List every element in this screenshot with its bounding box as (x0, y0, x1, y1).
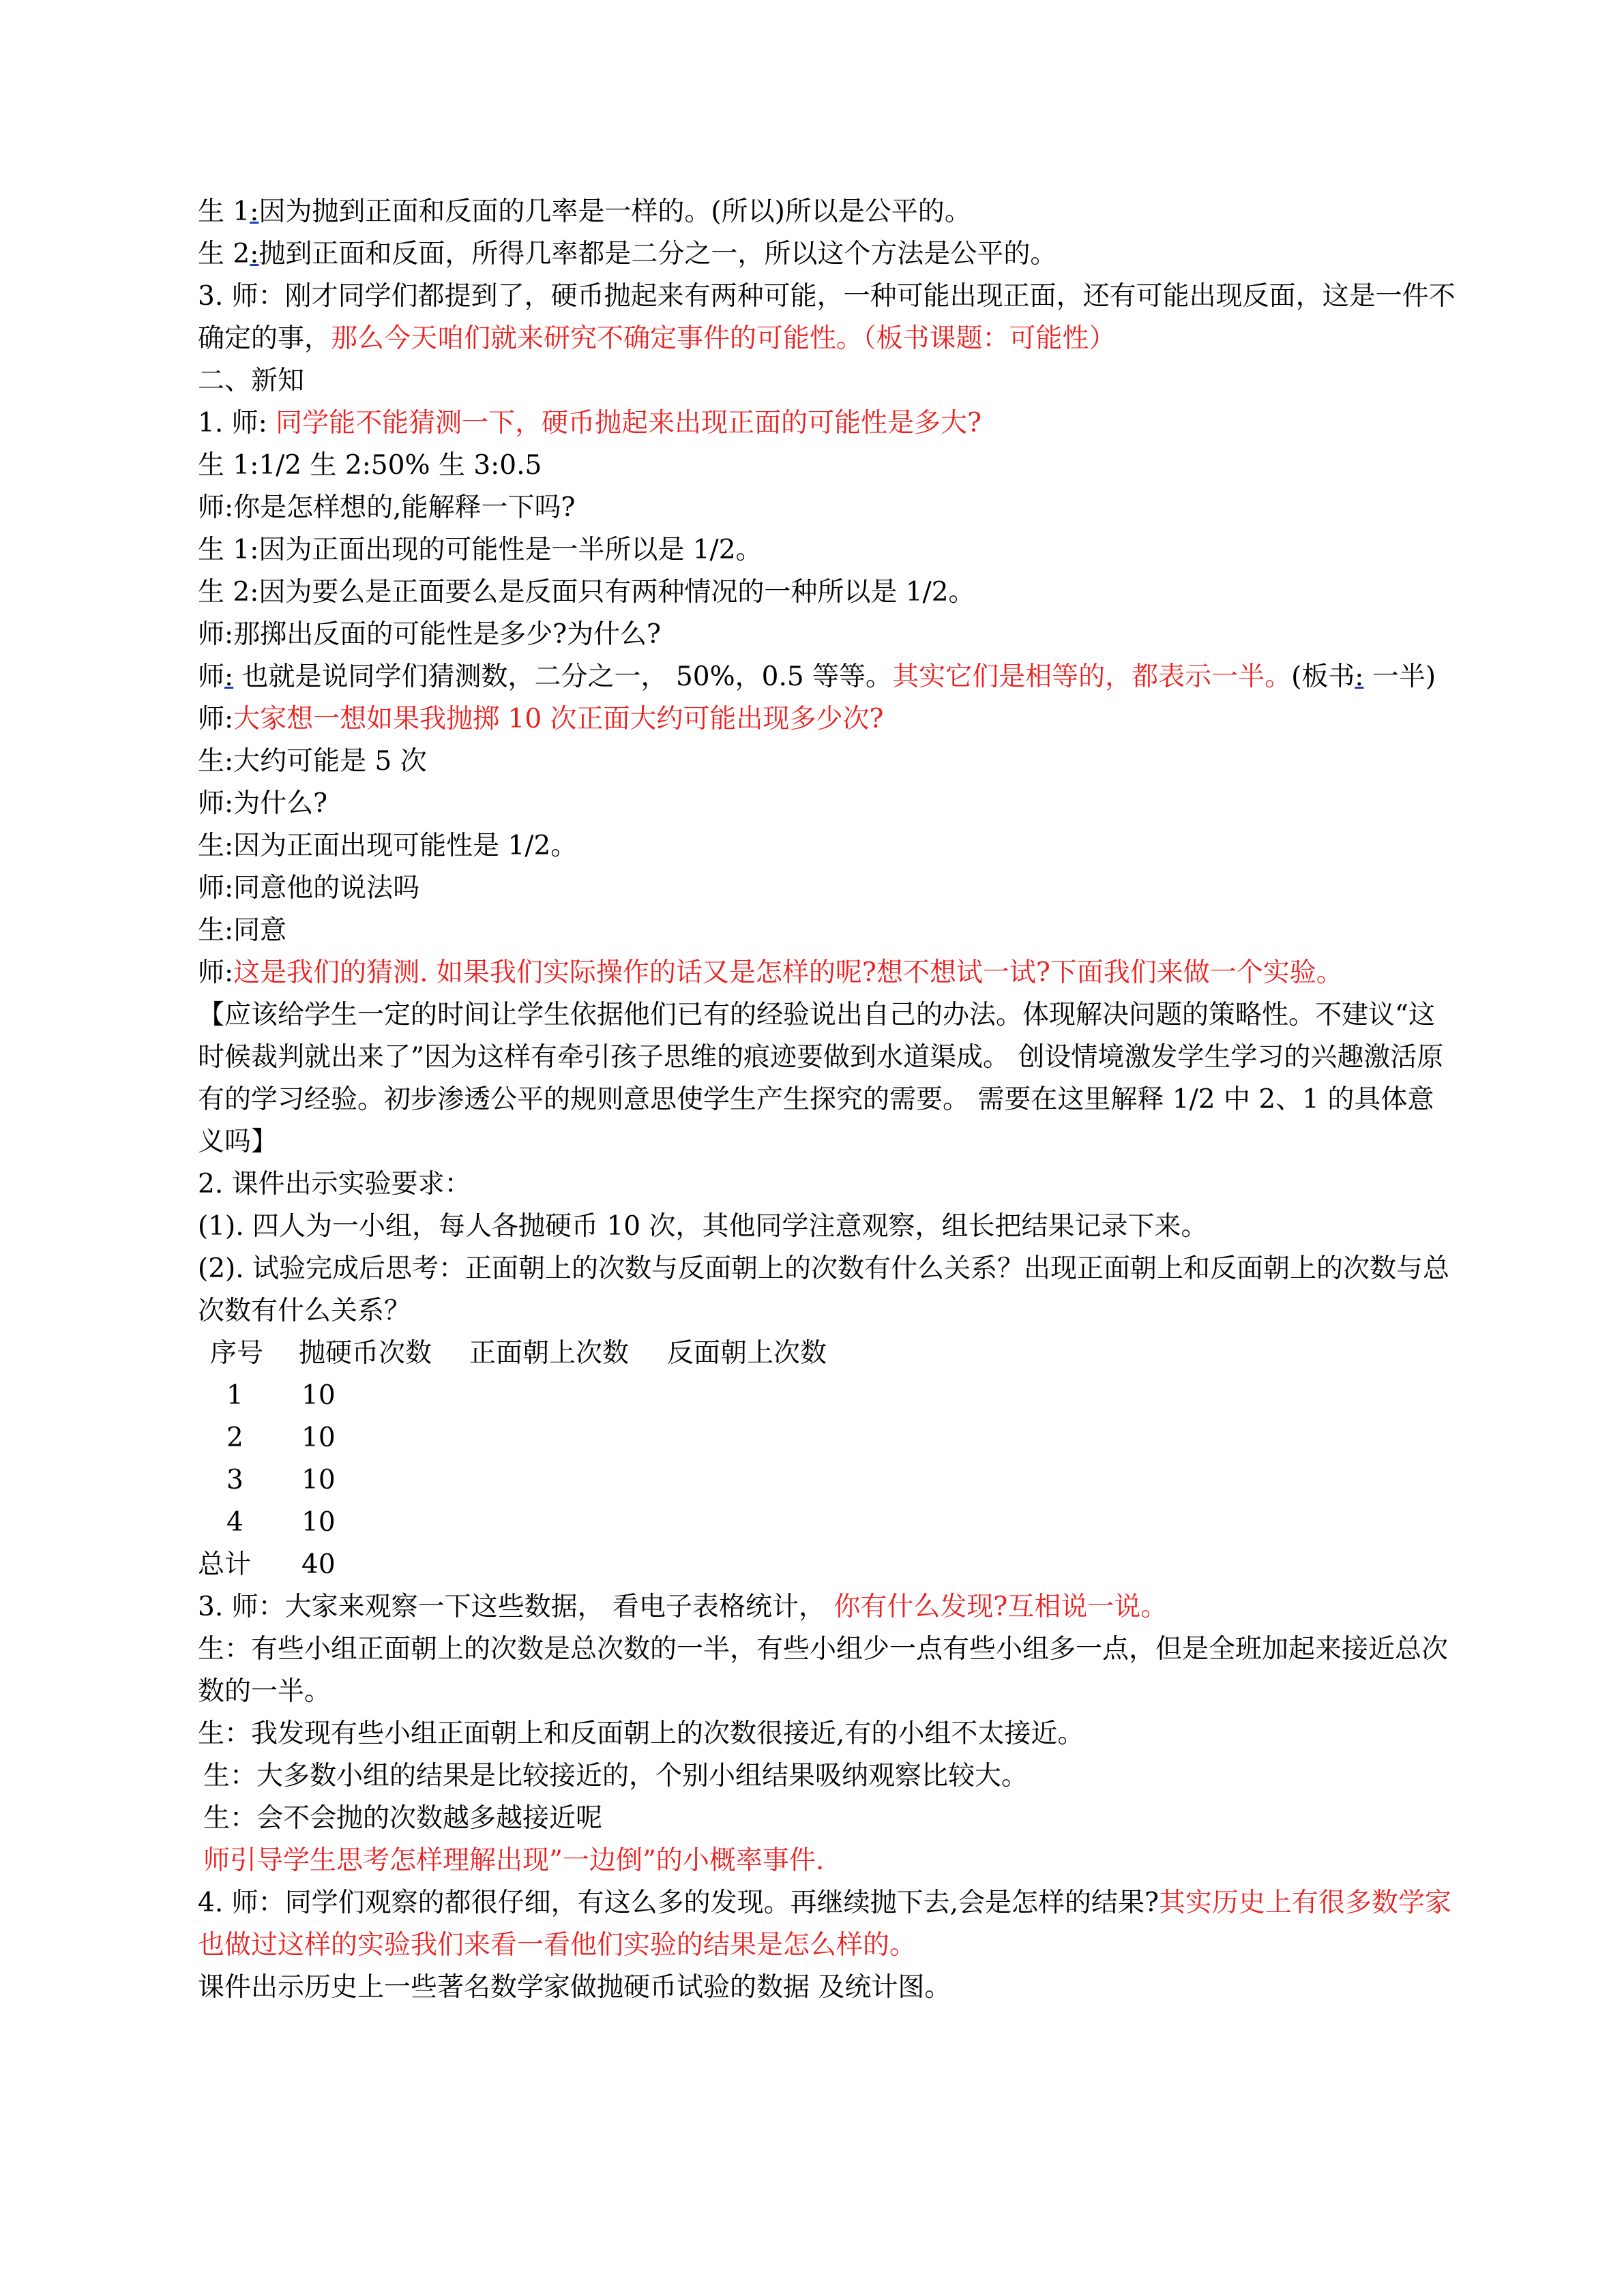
cell-times: 10 (301, 1422, 336, 1453)
line-6: 生 1:1/2 生 2:50% 生 3:0.5 (198, 450, 542, 481)
table-row (198, 1459, 948, 1502)
line-27: 生：会不会抛的次数越多越接近呢 (203, 1803, 603, 1834)
cell-times: 10 (301, 1465, 336, 1495)
line-30: 课件出示历史上一些著名数学家做抛硬币试验的数据 及统计图。 (198, 1972, 951, 2003)
line-20: 2. 课件出示实验要求： (198, 1169, 471, 1199)
cell-tails (667, 1417, 948, 1459)
line-5: 1. 师: 同学能不能猜测一下，硬币抛起来出现正面的可能性是多大? (198, 408, 982, 438)
line-18: 师:这是我们的猜测. 如果我们实际操作的话又是怎样的呢?想不想试一试?下面我们来做一个实验。 (198, 957, 1343, 988)
cell-times: 10 (301, 1507, 336, 1538)
line-26: 生：大多数小组的结果是比较接近的，个别小组结果吸纳观察比较大。 (203, 1761, 1029, 1791)
table-row (198, 1417, 948, 1459)
line-13: 生:大约可能是 5 次 (198, 746, 427, 777)
cell-total-label: 总计 (198, 1549, 252, 1580)
cell-tails (667, 1459, 948, 1502)
cell-no: 4 (226, 1507, 243, 1538)
line-28: 师引导学生思考怎样理解出现”一边倒”的小概率事件. (203, 1845, 825, 1876)
col-header-tails: 反面朝上次数 (667, 1338, 827, 1369)
line-16: 师:同意他的说法吗 (198, 873, 420, 904)
cell-no: 3 (226, 1465, 243, 1495)
cell-heads (469, 1459, 667, 1502)
line-8: 生 1:因为正面出现的可能性是一半所以是 1/2。 (198, 535, 763, 565)
cell-heads (469, 1544, 667, 1586)
cell-tails (667, 1502, 948, 1544)
line-2: 生 2:抛到正面和反面，所得几率都是二分之一，所以这个方法是公平的。 (198, 239, 1057, 269)
line-29: 4. 师：同学们观察的都很仔细，有这么多的发现。再继续抛下去,会是怎样的结果?其实历史上有很多数学家也做过这样的实验我们来看一看他们实验的结果是怎么样的。 (198, 1888, 1451, 1960)
cell-tails (667, 1375, 948, 1417)
line-15: 生:因为正面出现可能性是 1/2。 (198, 831, 578, 861)
line-24: 生：有些小组正面朝上的次数是总次数的一半，有些小组少一点有些小组多一点，但是全班加起来接近总次数的一半。 (198, 1634, 1449, 1707)
cell-heads (469, 1502, 667, 1544)
table-row (198, 1502, 948, 1544)
lesson-text (198, 191, 1460, 2009)
col-header-times: 抛硬币次数 (299, 1338, 432, 1369)
cell-total-times: 40 (301, 1549, 336, 1580)
line-3: 3. 师：刚才同学们都提到了，硬币抛起来有两种可能，一种可能出现正面，还有可能出现反面，这是一件不确定的事，那么今天咱们就来研究不确定事件的可能性。（板书课题：可能性） (198, 281, 1456, 354)
table-total-row (198, 1544, 948, 1586)
line-25: 生：我发现有些小组正面朝上和反面朝上的次数很接近,有的小组不太接近。 (198, 1718, 1084, 1749)
requirement-1: (1). 四人为一小组，每人各抛硬币 10 次，其他同学注意观察，组长把结果记录下来。 (198, 1211, 1208, 1242)
line-23: 3. 师：大家来观察一下这些数据， 看电子表格统计， 你有什么发现?互相说一说。 (198, 1592, 1168, 1622)
cell-times: 10 (301, 1380, 336, 1411)
cell-tails (667, 1544, 948, 1586)
cell-no: 2 (226, 1422, 243, 1453)
line-14: 师:为什么? (198, 788, 328, 819)
section-heading-new-knowledge: 二、新知 (198, 366, 305, 396)
line-11: 师: 也就是说同学们猜测数，二分之一， 50%，0.5 等等。其实它们是相等的，都表示一半。(板书: 一半) (198, 661, 1436, 692)
line-7: 师:你是怎样想的,能解释一下吗? (198, 492, 576, 523)
cell-heads (469, 1417, 667, 1459)
line-12: 师:大家想一想如果我抛掷 10 次正面大约可能出现多少次? (198, 704, 884, 734)
col-header-heads: 正面朝上次数 (469, 1338, 630, 1369)
line-1: 生 1:因为抛到正面和反面的几率是一样的。(所以)所以是公平的。 (198, 196, 971, 227)
line-10: 师:那掷出反面的可能性是多少?为什么? (198, 619, 661, 650)
annotation-note: 【应该给学生一定的时间让学生依据他们已有的经验说出自己的办法。体现解决问题的策略性。不建议“这时候裁判就出来了”因为这样有牵引孩子思维的痕迹要做到水道渠成。 创设情境激发学生学习的兴趣激活原有的学习经验。初步渗透公平的规则意思使学生产生探究的需要。 需要在这里解释 1/2 中 2、1 的具体意义吗】 (198, 1000, 1444, 1157)
requirement-2: (2). 试验完成后思考：正面朝上的次数与反面朝上的次数有什么关系？出现正面朝上和反面朝上的次数与总次数有什么关系？ (198, 1253, 1450, 1326)
line-9: 生 2:因为要么是正面要么是反面只有两种情况的一种所以是 1/2。 (198, 577, 975, 608)
table-row (198, 1375, 948, 1417)
cell-no: 1 (226, 1380, 243, 1411)
cell-heads (469, 1375, 667, 1417)
col-header-no: 序号 (210, 1338, 264, 1369)
line-17: 生:同意 (198, 915, 287, 946)
table-header-row (198, 1332, 948, 1375)
experiment-table (198, 1332, 948, 1586)
